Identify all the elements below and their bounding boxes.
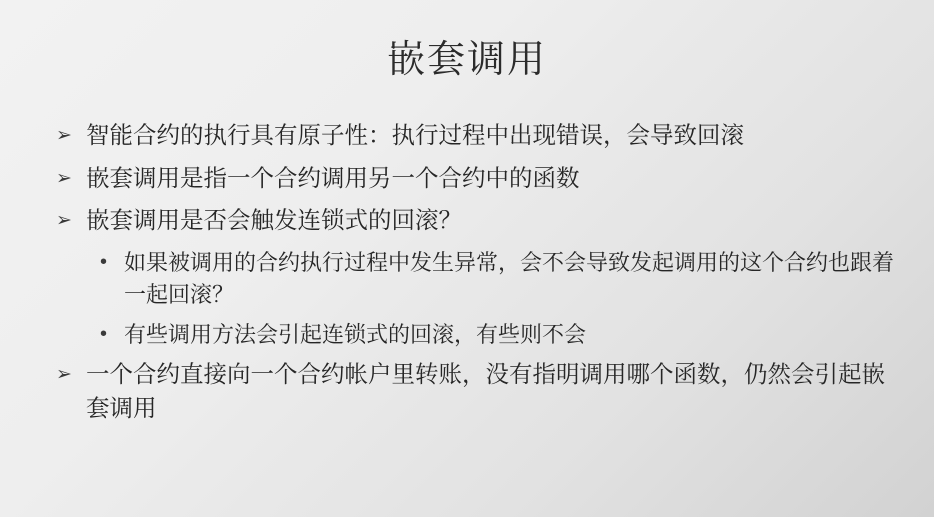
bullet-marker-icon: • bbox=[100, 322, 108, 345]
list-item bbox=[52, 319, 894, 351]
list-item-text: 有些调用方法会引起连锁式的回滚，有些则不会 bbox=[124, 321, 587, 347]
list-item-text: 如果被调用的合约执行过程中发生异常，会不会导致发起调用的这个合约也跟着一起回滚？ bbox=[124, 249, 895, 307]
list-item-text: 嵌套调用是指一个合约调用另一个合约中的函数 bbox=[86, 164, 580, 191]
list-item bbox=[52, 162, 894, 196]
list-item bbox=[52, 119, 894, 153]
bullet-marker-icon: • bbox=[100, 250, 108, 273]
page-title: 嵌套调用 bbox=[386, 39, 547, 81]
bullet-marker-icon: ➢ bbox=[56, 210, 72, 232]
bullet-marker-icon: ➢ bbox=[56, 125, 72, 146]
list-item bbox=[52, 358, 894, 425]
bullet-marker-icon: ➢ bbox=[56, 167, 72, 189]
list-item-text: 智能合约的执行具有原子性：执行过程中出现错误，会导致回滚 bbox=[86, 122, 744, 148]
bullet-marker-icon: ➢ bbox=[56, 364, 72, 386]
list-item bbox=[52, 204, 894, 238]
list-item bbox=[52, 247, 894, 311]
slide-body bbox=[52, 119, 894, 426]
list-item-text: 一个合约直接向一个合约帐户里转账，没有指明调用哪个函数，仍然会引起嵌套调用 bbox=[86, 361, 885, 422]
list-item-text: 嵌套调用是否会触发连锁式的回滚？ bbox=[86, 207, 462, 234]
